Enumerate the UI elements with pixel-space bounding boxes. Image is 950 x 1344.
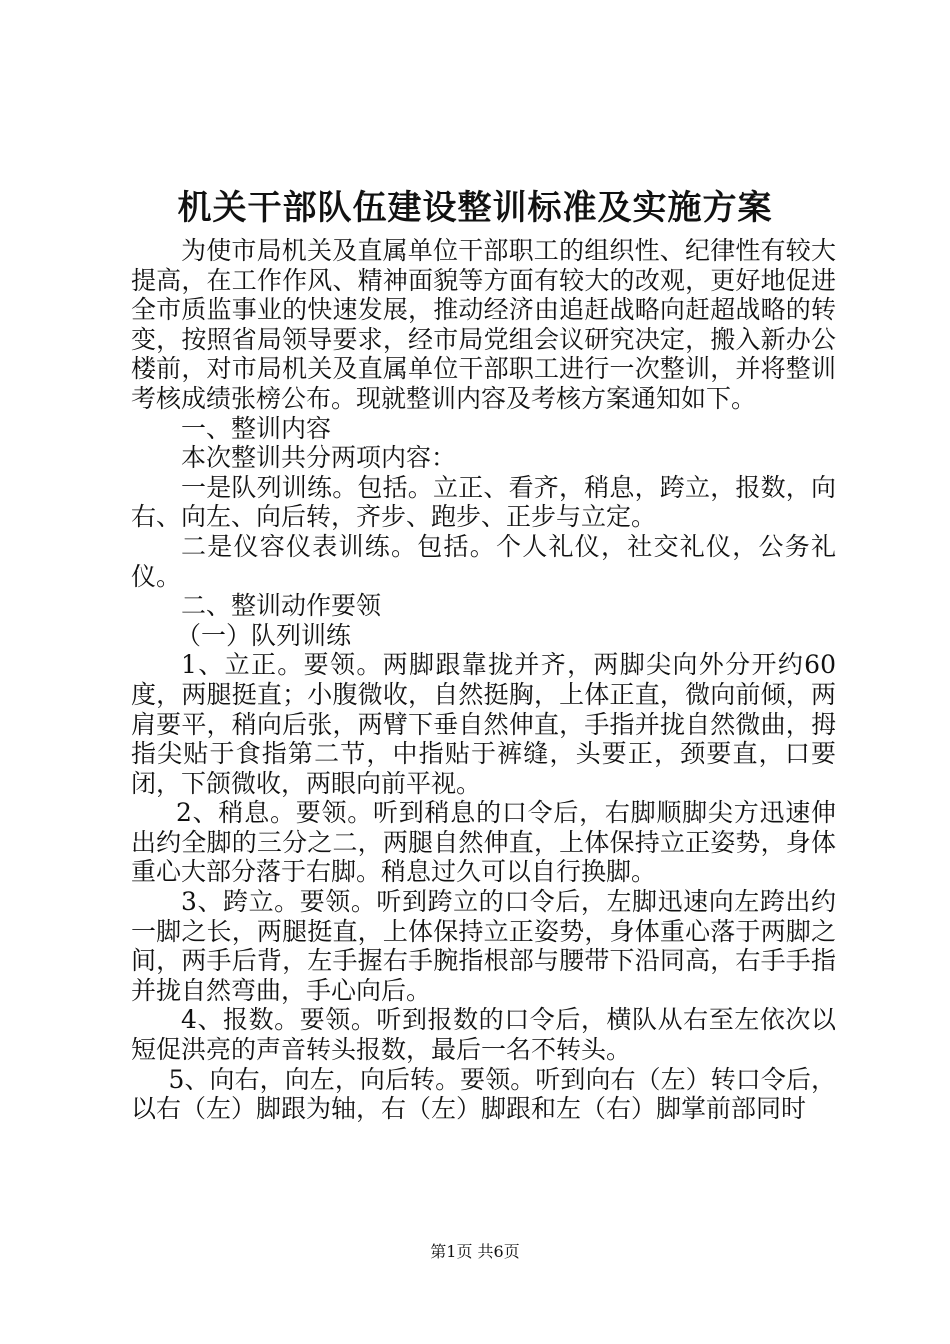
step-1-paragraph: 1、立正。要领。两脚跟靠拢并齐，两脚尖向外分开约60度，两腿挺直；小腹微收，自然挺胸，上体正直，微向前倾，两肩要平，稍向后张，两臂下垂自然伸直，手指并拢自然微曲，拇指尖贴于食指第二节，中指贴于裤缝，头要正，颈要直，口要闭，下颌微收，两眼向前平视。 [131,650,836,798]
intro-paragraph: 为使市局机关及直属单位干部职工的组织性、纪律性有较大提高，在工作作风、精神面貌等方面有较大的改观，更好地促进全市质监事业的快速发展，推动经济由追赶战略向赶超战略的转变，按照省局领导要求，经市局党组会议研究决定，搬入新办公楼前，对市局机关及直属单位干部职工进行一次整训，并将整训考核成绩张榜公布。现就整训内容及考核方案通知如下。 [131,236,836,413]
content-item-two: 二是仪容仪表训练。包括。个人礼仪，社交礼仪，公务礼仪。 [131,531,836,591]
document-body [131,236,836,1124]
section-heading-1: 一、整训内容 [181,413,332,443]
step-4-paragraph: 4、报数。要领。听到报数的口令后，横队从右至左依次以短促洪亮的声音转头报数，最后一名不转头。 [131,1005,836,1065]
step-5-paragraph: 5、向右，向左，向后转。要领。听到向右（左）转口令后，以右（左）脚跟为轴，右（左）脚跟和左（右）脚掌前部同时 [131,1064,836,1124]
step-2-paragraph: 2、稍息。要领。听到稍息的口令后，右脚顺脚尖方迅速伸出约全脚的三分之二，两腿自然伸直，上体保持立正姿势，身体重心大部分落于右脚。稍息过久可以自行换脚。 [131,798,836,887]
subsection-heading-1: （一）队列训练 [176,620,352,650]
content-item-one: 一是队列训练。包括。立正、看齐，稍息，跨立，报数，向右、向左、向后转，齐步、跑步、正步与立定。 [131,472,836,532]
section-lead-1: 本次整训共分两项内容： [181,443,457,473]
page-footer: 第1页 共6页 [430,1242,520,1261]
section-heading-2: 二、整训动作要领 [181,591,382,621]
document-title: 机关干部队伍建设整训标准及实施方案 [177,188,773,228]
step-3-paragraph: 3、跨立。要领。听到跨立的口令后，左脚迅速向左跨出约一脚之长，两腿挺直，上体保持立正姿势，身体重心落于两脚之间，两手后背，左手握右手腕指根部与腰带下沿同高，右手手指并拢自然弯曲，手心向后。 [131,887,836,1005]
